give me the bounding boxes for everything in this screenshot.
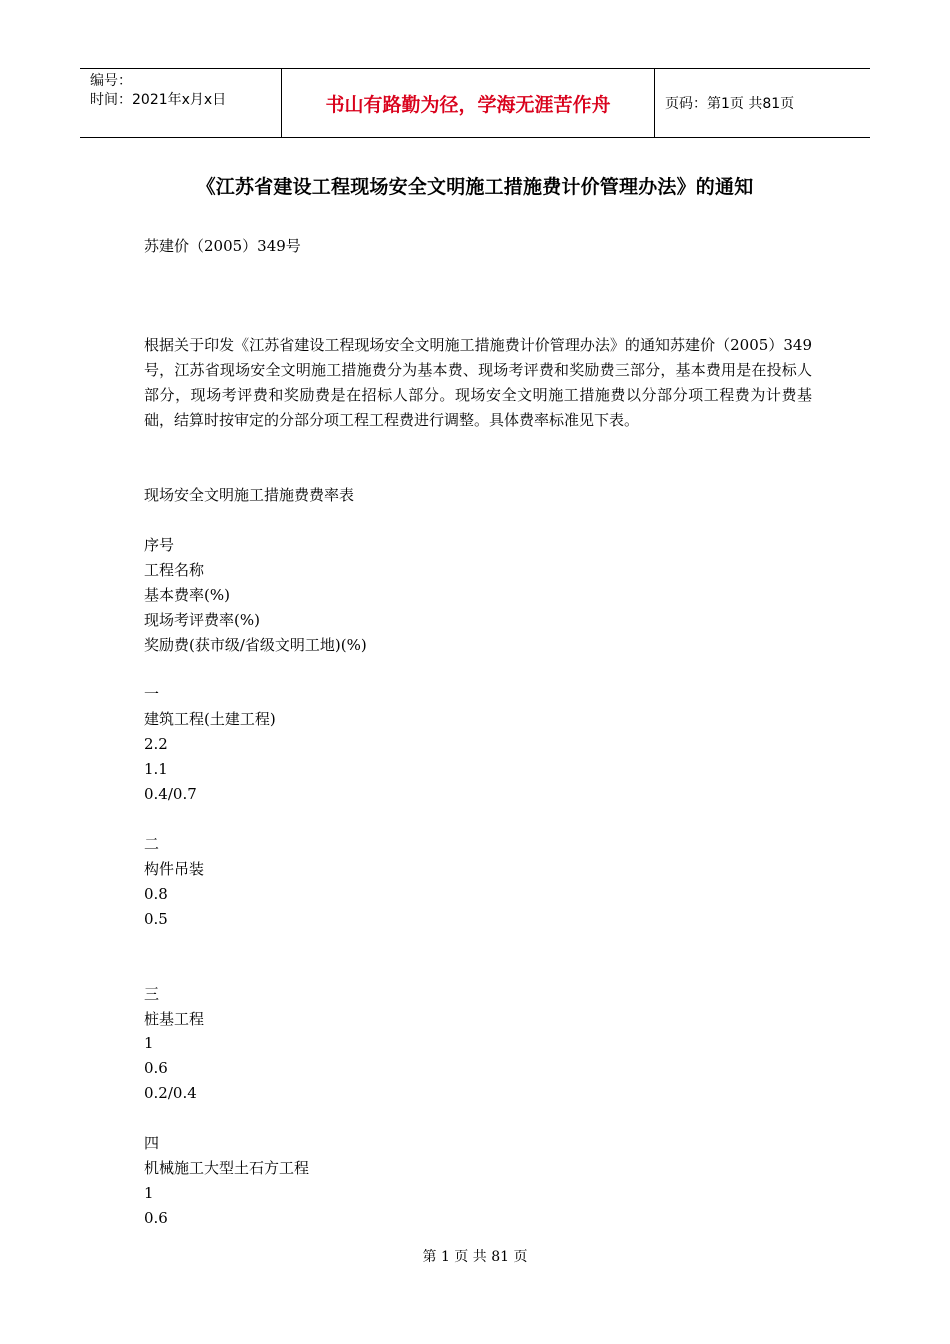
row-number: 四 xyxy=(144,1134,160,1152)
column-header: 工程名称 xyxy=(144,561,205,579)
row-eval-rate: 0.6 xyxy=(144,1059,168,1077)
row-basic-rate: 2.2 xyxy=(144,735,168,753)
number-label: 编号： xyxy=(90,73,132,89)
header-page-info: 页码：第1页 共81页 xyxy=(665,96,795,112)
doc-number: 苏建价（2005）349号 xyxy=(144,237,301,255)
row-name: 建筑工程(土建工程) xyxy=(144,710,276,728)
row-basic-rate: 1 xyxy=(144,1184,154,1202)
row-name: 桩基工程 xyxy=(144,1010,205,1028)
row-number: 三 xyxy=(144,985,160,1003)
column-header: 现场考评费率(%) xyxy=(144,611,260,629)
row-eval-rate: 1.1 xyxy=(144,760,168,778)
row-reward-rate: 0.4/0.7 xyxy=(144,785,197,803)
header-meta xyxy=(90,72,226,110)
row-basic-rate: 0.8 xyxy=(144,885,168,903)
row-eval-rate: 0.6 xyxy=(144,1209,168,1227)
time-label: 时间：2021年x月x日 xyxy=(90,92,227,108)
body-paragraph: 根据关于印发《江苏省建设工程现场安全文明施工措施费计价管理办法》的通知苏建价（2005）349号，江苏省现场安全文明施工措施费分为基本费、现场考评费和奖励费三部分，基本费用是在投标人部分，现场考评费和奖励费是在招标人部分。现场安全文明施工措施费以分部分项工程费为计费基础，结算时按审定的分部分项工程工程费进行调整。具体费率标准见下表。 xyxy=(144,336,812,429)
header-motto: 书山有路勤为径，学海无涯苦作舟 xyxy=(325,93,611,116)
row-name: 机械施工大型土石方工程 xyxy=(144,1159,310,1177)
column-header: 基本费率(%) xyxy=(144,586,230,604)
document-title: 《江苏省建设工程现场安全文明施工措施费计价管理办法》的通知 xyxy=(196,176,754,198)
header-divider xyxy=(654,69,655,137)
row-reward-rate: 0.2/0.4 xyxy=(144,1084,197,1102)
row-number: 一 xyxy=(144,685,160,703)
row-number: 二 xyxy=(144,835,160,853)
column-header: 序号 xyxy=(144,536,175,554)
table-title: 现场安全文明施工措施费费率表 xyxy=(144,486,355,504)
row-basic-rate: 1 xyxy=(144,1034,154,1052)
column-header: 奖励费(获市级/省级文明工地)(%) xyxy=(144,636,367,654)
row-eval-rate: 0.5 xyxy=(144,910,168,928)
page-footer: 第 1 页 共 81 页 xyxy=(422,1249,528,1265)
row-name: 构件吊装 xyxy=(144,860,205,878)
page-header xyxy=(80,68,870,138)
